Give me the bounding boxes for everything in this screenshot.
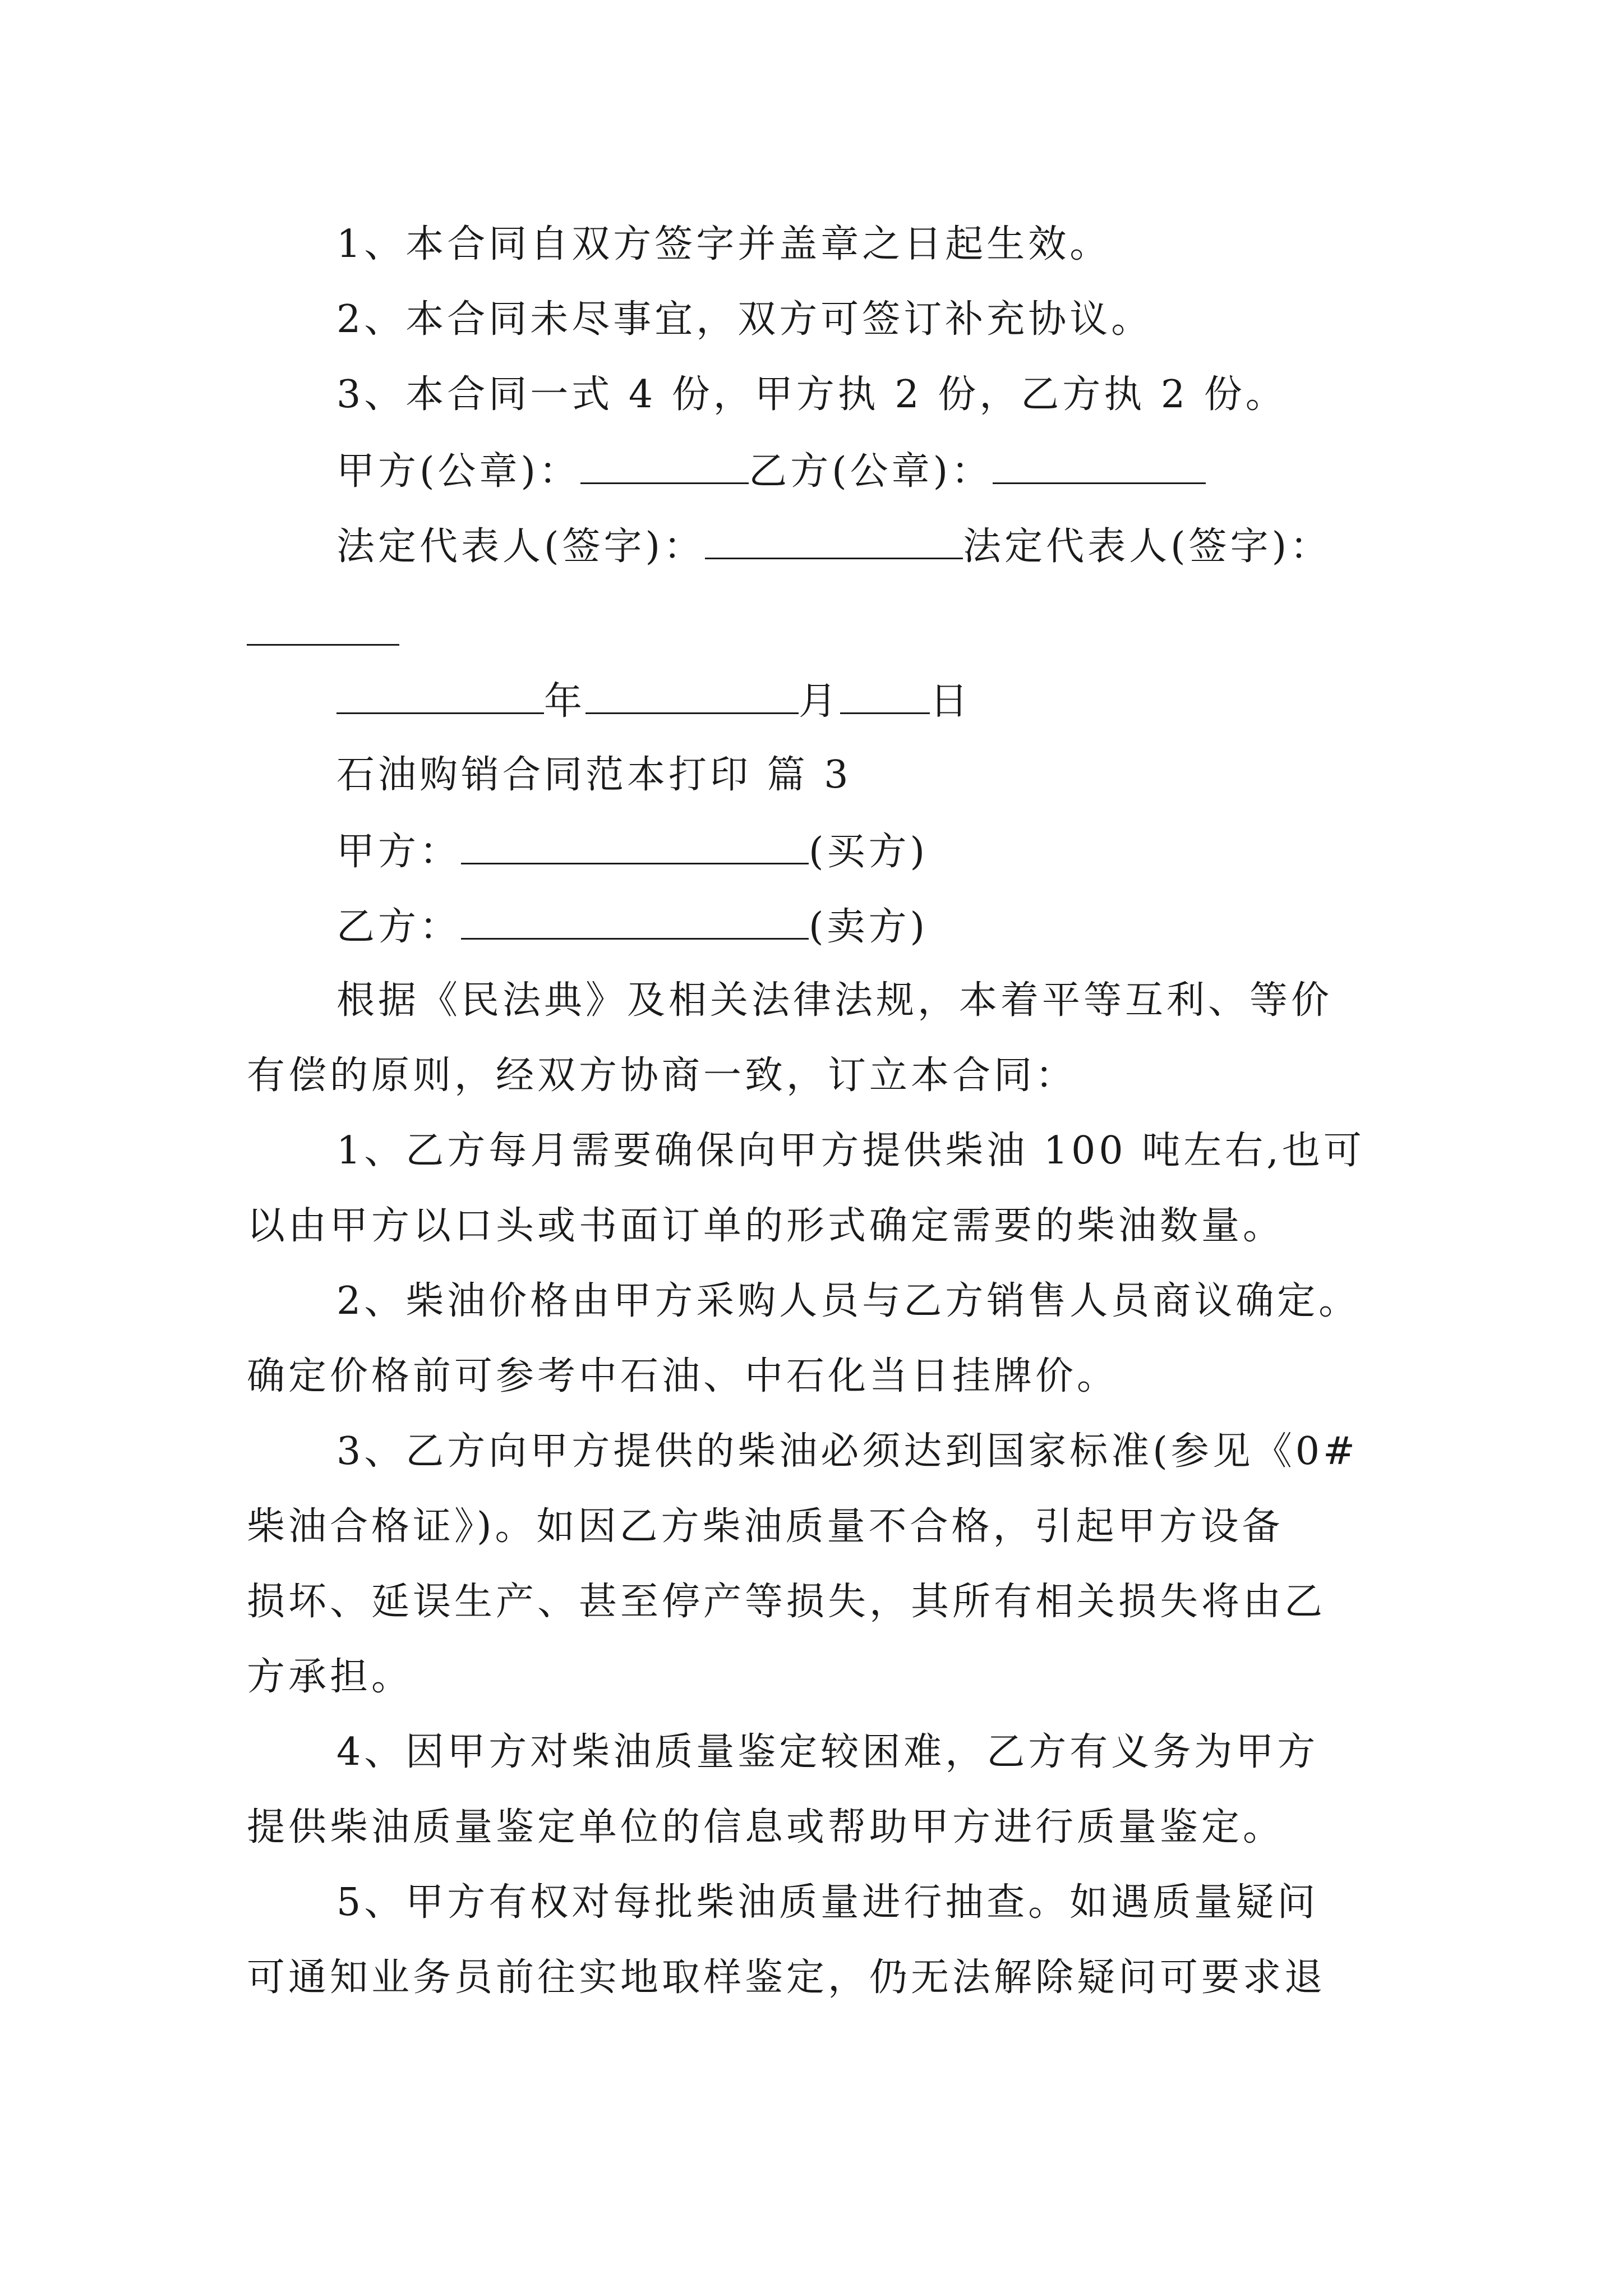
- intro-line-2: 有偿的原则，经双方协商一致，订立本合同：: [247, 1053, 1077, 1098]
- clause-effective: 1、本合同自双方签字并盖章之日起生效。: [336, 222, 1112, 266]
- representative-line: [336, 523, 1331, 569]
- party-a-seal-blank: [580, 448, 749, 484]
- party-a-seal-label: 甲方(公章)：: [336, 449, 581, 494]
- clause-1-line-2: 以由甲方以口头或书面订单的形式确定需要的柴油数量。: [247, 1204, 1285, 1248]
- clause-3-line-3: 损坏、延误生产、甚至停产等损失，其所有相关损失将由乙: [247, 1580, 1326, 1624]
- seal-line: [336, 448, 1206, 494]
- clause-supplement: 2、本合同未尽事宜，双方可签订补充协议。: [336, 297, 1153, 342]
- party-b-rep-label: 法定代表人(签字)：: [963, 524, 1332, 569]
- party-b-seal-blank: [993, 448, 1206, 484]
- intro-line-1: 根据《民法典》及相关法律法规，本着平等互利、等价: [336, 978, 1333, 1023]
- party-a-role: (买方): [809, 830, 929, 874]
- party-b-blank: [461, 903, 809, 940]
- year-label: 年: [544, 679, 586, 724]
- clause-4-line-2: 提供柴油质量鉴定单位的信息或帮助甲方进行质量鉴定。: [247, 1805, 1285, 1849]
- party-a-line: [336, 828, 928, 875]
- party-b-rep-blank: [247, 644, 399, 646]
- party-a-label: 甲方：: [336, 830, 462, 874]
- party-b-seal-label: 乙方(公章)：: [749, 449, 993, 494]
- clause-5-line-1: 5、甲方有权对每批柴油质量进行抽查。如遇质量疑问: [336, 1880, 1319, 1925]
- party-b-label: 乙方：: [336, 905, 462, 949]
- clause-2-line-1: 2、柴油价格由甲方采购人员与乙方销售人员商议确定。: [336, 1279, 1361, 1323]
- clause-5-line-2: 可通知业务员前往实地取样鉴定，仍无法解除疑问可要求退: [247, 1955, 1326, 2000]
- clause-2-line-2: 确定价格前可参考中石油、中石化当日挂牌价。: [247, 1354, 1119, 1398]
- clause-copies: 3、本合同一式 4 份，甲方执 2 份，乙方执 2 份。: [336, 372, 1287, 417]
- day-label: 日: [930, 679, 972, 724]
- clause-3-line-1: 3、乙方向甲方提供的柴油必须达到国家标准(参见《0#: [336, 1429, 1359, 1474]
- year-blank: [336, 678, 544, 714]
- party-a-rep-blank: [705, 523, 963, 559]
- clause-4-line-1: 4、因甲方对柴油质量鉴定较困难，乙方有义务为甲方: [336, 1730, 1319, 1774]
- day-blank: [840, 678, 930, 714]
- month-label: 月: [799, 679, 841, 724]
- date-line: [336, 678, 971, 724]
- party-b-line: [336, 903, 928, 950]
- clause-3-line-2: 柴油合格证》)。如因乙方柴油质量不合格，引起甲方设备: [247, 1504, 1284, 1549]
- party-a-rep-label: 法定代表人(签字)：: [336, 524, 706, 569]
- party-a-blank: [461, 828, 809, 864]
- month-blank: [585, 678, 799, 714]
- clause-1-line-1: 1、乙方每月需要确保向甲方提供柴油 100 吨左右,也可: [336, 1129, 1365, 1173]
- section-title: 石油购销合同范本打印 篇 3: [336, 753, 852, 797]
- clause-3-line-4: 方承担。: [247, 1655, 413, 1699]
- party-b-role: (卖方): [809, 905, 929, 949]
